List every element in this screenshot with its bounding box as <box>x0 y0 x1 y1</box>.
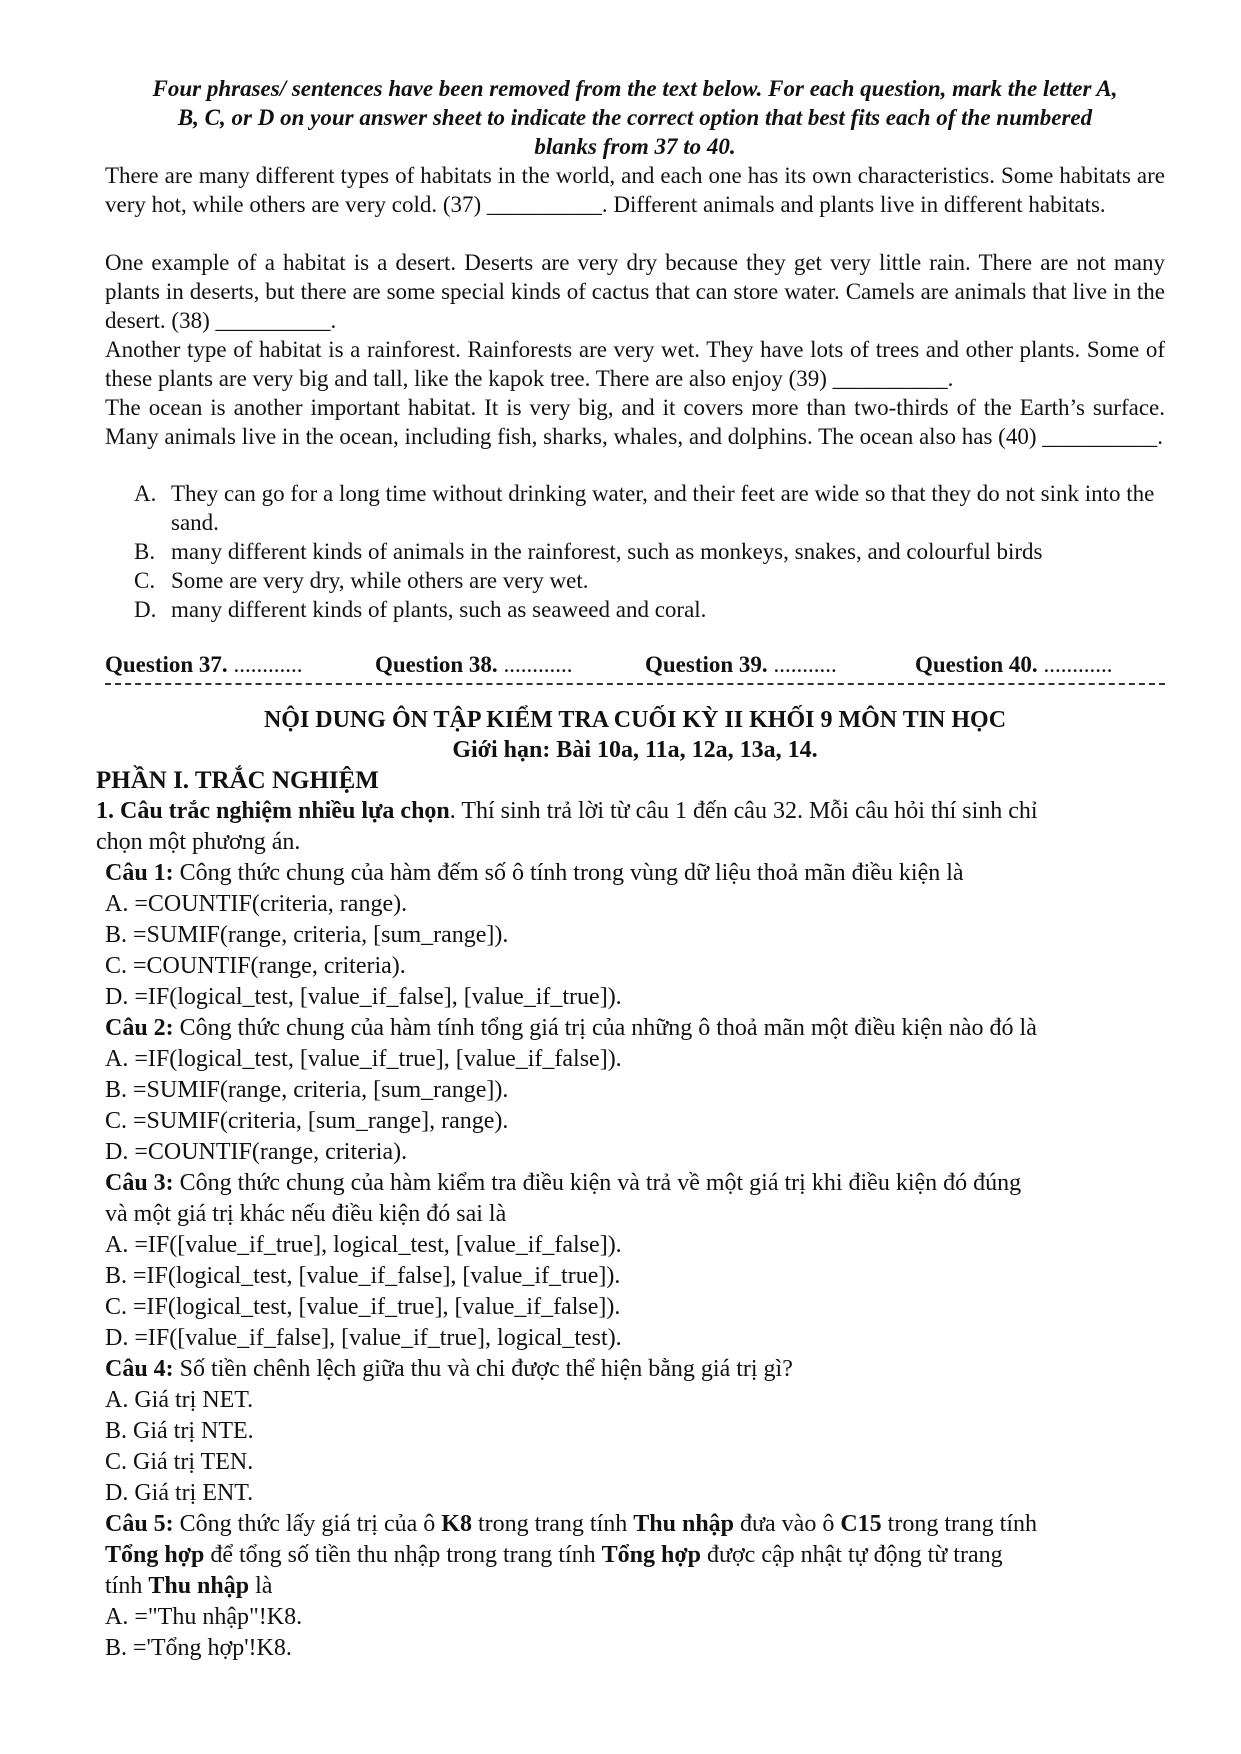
answer-slot-label: Question 40. <box>915 652 1038 677</box>
section-heading-line-1 <box>96 796 1038 826</box>
answer-slot-label: Question 37. <box>105 652 228 677</box>
q1-option-a: A. =COUNTIF(criteria, range). <box>105 891 408 917</box>
question-3-line-2: và một giá trị khác nếu điều kiện đó sai là <box>105 1201 507 1227</box>
question-2 <box>105 1013 1037 1043</box>
question-label: Câu 2: <box>105 1015 174 1041</box>
question-text: được cập nhật tự động từ trang <box>700 1542 1003 1568</box>
question-text: Công thức chung của hàm kiểm tra điều kiện và trả về một giá trị khi điều kiện đó đúng <box>173 1170 1022 1196</box>
answer-slot-dots: ............ <box>1043 652 1113 677</box>
sheet-name: Thu nhập <box>633 1511 735 1537</box>
part-title: PHẦN I. TRẮC NGHIỆM <box>96 767 379 794</box>
question-text: trong trang tính <box>471 1511 634 1537</box>
question-5 <box>105 1509 1037 1539</box>
instruction-line-1: Four phrases/ sentences have been removed from the text below. For each question, mark the letter A, <box>152 76 1118 101</box>
option-text-d: many different kinds of plants, such as seaweed and coral. <box>171 597 707 622</box>
question-5-line-2 <box>105 1540 1003 1570</box>
sheet-name: Tổng hợp <box>601 1542 701 1568</box>
section-heading-line-2: chọn một phương án. <box>96 829 301 855</box>
q3-option-b: B. =IF(logical_test, [value_if_false], [value_if_true]). <box>105 1263 621 1289</box>
question-text: Công thức chung của hàm đếm số ô tính trong vùng dữ liệu thoả mãn điều kiện là <box>173 860 964 886</box>
q3-option-d: D. =IF([value_if_false], [value_if_true], logical_test). <box>105 1325 622 1351</box>
question-text: là <box>249 1573 273 1599</box>
question-label: Câu 3: <box>105 1170 174 1196</box>
q1-option-d: D. =IF(logical_test, [value_if_false], [value_if_true]). <box>105 984 622 1010</box>
sheet-name: Tổng hợp <box>105 1542 205 1568</box>
section-heading-bold: 1. Câu trắc nghiệm nhiều lựa chọn <box>96 798 450 824</box>
q2-option-a: A. =IF(logical_test, [value_if_true], [value_if_false]). <box>105 1046 622 1072</box>
q4-option-a: A. Giá trị NET. <box>105 1387 254 1413</box>
q2-option-d: D. =COUNTIF(range, criteria). <box>105 1139 408 1165</box>
option-letter-c: C. <box>134 568 156 593</box>
passage-paragraph-4: The ocean is another important habitat. It is very big, and it covers more than two-thirds of the Earth’s surface. Many animals live in the ocean, including fish, sharks, whales, and dolphins. The ocean also has (40) __________. <box>105 395 1165 449</box>
option-letter-a: A. <box>134 481 157 506</box>
cell-ref: C15 <box>840 1511 882 1537</box>
answer-slot-39 <box>645 650 837 679</box>
option-text-c: Some are very dry, while others are very wet. <box>171 568 589 593</box>
option-letter-d: D. <box>134 597 157 622</box>
q4-option-b: B. Giá trị NTE. <box>105 1418 254 1444</box>
question-label: Câu 1: <box>105 860 174 886</box>
q5-option-a: A. ="Thu nhập"!K8. <box>105 1604 303 1630</box>
option-text-b: many different kinds of animals in the rainforest, such as monkeys, snakes, and colourful birds <box>171 539 1043 564</box>
answer-slot-dots: ........... <box>773 652 837 677</box>
q5-option-b: B. ='Tổng hợp'!K8. <box>105 1635 292 1661</box>
q2-option-b: B. =SUMIF(range, criteria, [sum_range]). <box>105 1077 509 1103</box>
answer-slot-dots: ............ <box>503 652 573 677</box>
q3-option-c: C. =IF(logical_test, [value_if_true], [value_if_false]). <box>105 1294 621 1320</box>
instruction-line-2: B, C, or D on your answer sheet to indicate the correct option that best fits each of the numbered <box>177 105 1093 130</box>
q1-option-c: C. =COUNTIF(range, criteria). <box>105 953 406 979</box>
option-letter-b: B. <box>134 539 156 564</box>
answer-slot-label: Question 38. <box>375 652 498 677</box>
question-3 <box>105 1168 1021 1198</box>
question-label: Câu 4: <box>105 1356 174 1382</box>
option-text-a: They can go for a long time without drinking water, and their feet are wide so that they do not sink into the sand. <box>171 481 1155 535</box>
question-5-line-3 <box>105 1571 272 1601</box>
q4-option-d: D. Giá trị ENT. <box>105 1480 254 1506</box>
question-text: để tổng số tiền thu nhập trong trang tính <box>204 1542 602 1568</box>
question-label: Câu 5: <box>105 1511 174 1537</box>
question-text: tính <box>105 1573 149 1599</box>
answer-slot-40 <box>915 650 1112 679</box>
question-4 <box>105 1354 793 1384</box>
answer-slot-dots: ............ <box>233 652 303 677</box>
sheet-name: Thu nhập <box>148 1573 250 1599</box>
question-text: trong trang tính <box>881 1511 1037 1537</box>
q4-option-c: C. Giá trị TEN. <box>105 1449 254 1475</box>
instruction-line-3: blanks from 37 to 40. <box>534 134 736 159</box>
question-1 <box>105 858 964 888</box>
question-text: Công thức lấy giá trị của ô <box>173 1511 442 1537</box>
question-text: đưa vào ô <box>734 1511 841 1537</box>
review-limit: Giới hạn: Bài 10a, 11a, 12a, 13a, 14. <box>452 737 818 763</box>
q1-option-b: B. =SUMIF(range, criteria, [sum_range]). <box>105 922 509 948</box>
passage-paragraph-3: Another type of habitat is a rainforest. Rainforests are very wet. They have lots of trees and other plants. Some of these plants are very big and tall, like the kapok tree. There are also enjoy (39) __________. <box>105 337 1165 391</box>
q2-option-c: C. =SUMIF(criteria, [sum_range], range). <box>105 1108 509 1134</box>
answer-slot-label: Question 39. <box>645 652 768 677</box>
question-text: Công thức chung của hàm tính tổng giá trị của những ô thoả mãn một điều kiện nào đó là <box>173 1015 1037 1041</box>
passage-paragraph-1: There are many different types of habitats in the world, and each one has its own characteristics. Some habitats are very hot, while others are very cold. (37) __________. Different animals and plants live in different habitats. <box>105 163 1165 217</box>
answer-slot-37 <box>105 650 302 679</box>
q3-option-a: A. =IF([value_if_true], logical_test, [value_if_false]). <box>105 1232 622 1258</box>
cell-ref: K8 <box>441 1511 472 1537</box>
answer-slot-38 <box>375 650 572 679</box>
question-text: Số tiền chênh lệch giữa thu và chi được thể hiện bằng giá trị gì? <box>173 1356 793 1382</box>
dashed-divider <box>105 683 1165 685</box>
review-title: NỘI DUNG ÔN TẬP KIỂM TRA CUỐI KỲ II KHỐI 9 MÔN TIN HỌC <box>263 707 1007 733</box>
passage-paragraph-2: One example of a habitat is a desert. Deserts are very dry because they get very little rain. There are not many plants in deserts, but there are some special kinds of cactus that can store water. Camels are animals that live in the desert. (38) __________. <box>105 250 1165 333</box>
section-heading-text: . Thí sinh trả lời từ câu 1 đến câu 32. Mỗi câu hỏi thí sinh chỉ <box>449 798 1038 824</box>
